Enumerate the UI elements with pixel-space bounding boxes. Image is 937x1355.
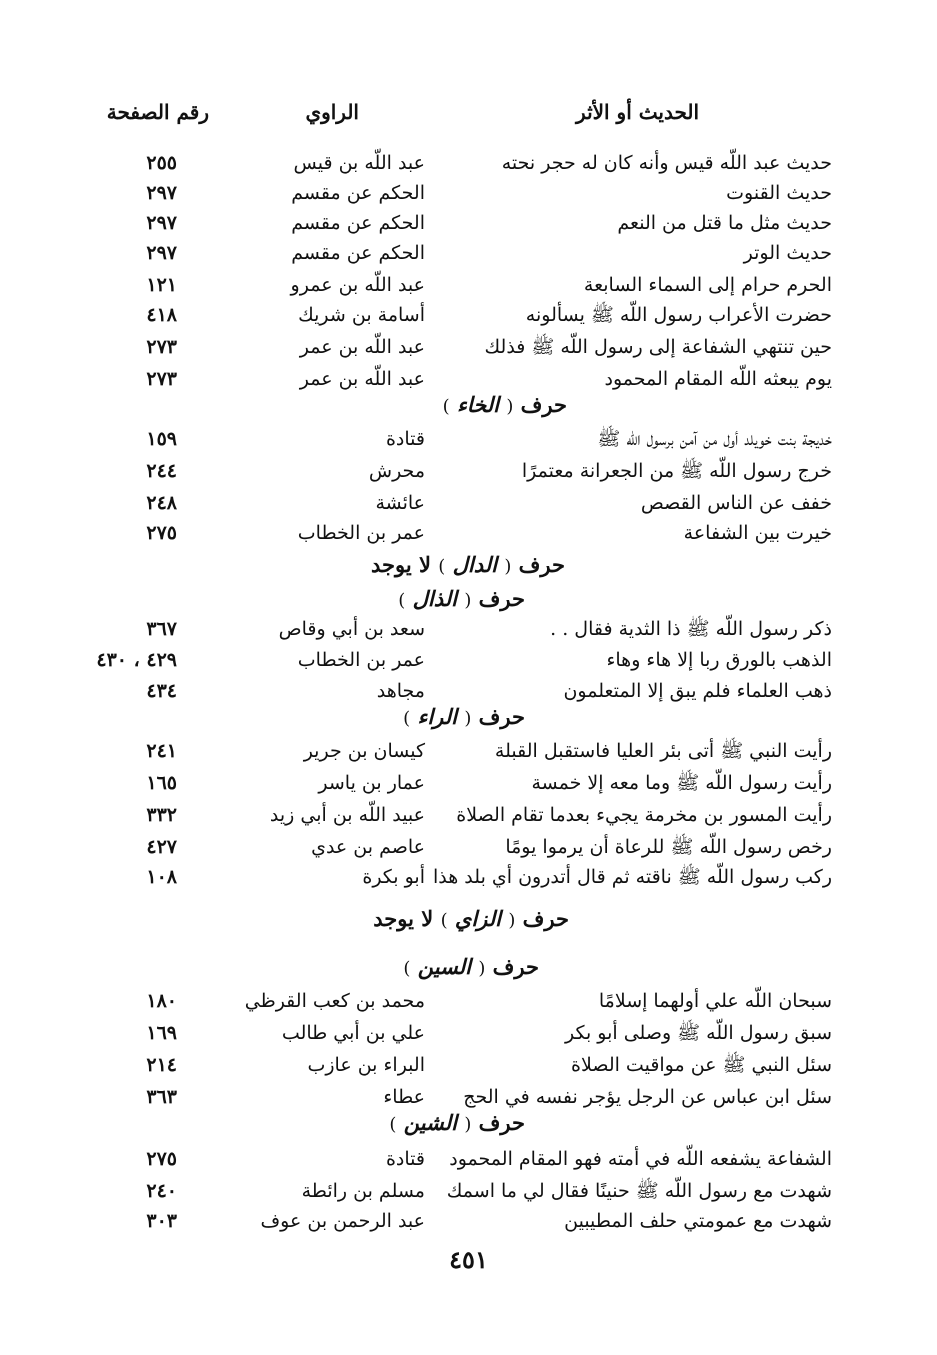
- hadith-text: شهدت مع رسول اللّه ﷺ حنينًا فقال لي ما اسمك: [446, 1180, 832, 1202]
- hadith-text: يوم يبعثه اللّه المقام المحمود: [604, 368, 832, 390]
- hadith-text: حديث مثل ما قتل من النعم: [617, 212, 832, 234]
- page-number: ١٠٨: [146, 866, 177, 888]
- column-header-page: رقم الصفحة: [106, 100, 209, 124]
- hadith-text: رخص رسول اللّه ﷺ للرعاة أن يرموا يومًا: [505, 836, 832, 858]
- page-number: ٢٧٥: [146, 1148, 177, 1170]
- narrator: عبيد اللّه بن أبي زيد: [269, 804, 425, 826]
- index-row: [0, 148, 937, 178]
- hadith-text: سئل النبي ﷺ عن مواقيت الصلاة: [571, 1054, 832, 1076]
- page-number: ٤١٨: [146, 304, 177, 326]
- narrator: البراء بن عازب: [307, 1054, 425, 1076]
- index-row: [0, 800, 937, 830]
- index-row: [0, 364, 937, 394]
- narrator: الحكم عن مقسم: [291, 182, 425, 204]
- index-row: [0, 1050, 937, 1080]
- hadith-text: حين تنتهي الشفاعة إلى رسول اللّه ﷺ فذلك: [484, 336, 832, 358]
- index-row: [0, 424, 937, 454]
- index-row: [0, 238, 937, 268]
- narrator: قتادة: [385, 428, 425, 450]
- narrator: عمر بن الخطاب: [297, 522, 425, 544]
- page-number: ٢٤٤: [146, 460, 177, 482]
- index-row: [0, 986, 937, 1016]
- index-row: [0, 1206, 937, 1236]
- hadith-text: حديث عبد اللّه قيس وأنه كان له حجر نحته: [501, 152, 832, 174]
- page-number: ١٢١: [146, 274, 177, 296]
- narrator: مسلم بن رائطة: [301, 1180, 425, 1202]
- index-row: [0, 208, 937, 238]
- page-number: ٢٥٥: [146, 152, 177, 174]
- section-heading-zay: حرف ( الزاي ) لا يوجد: [373, 906, 569, 931]
- index-row: [0, 768, 937, 798]
- index-row: [0, 736, 937, 766]
- index-row: [0, 1144, 937, 1174]
- narrator: عبد اللّه بن عمر: [299, 336, 425, 358]
- column-header-hadith: الحديث أو الأثر: [576, 100, 699, 124]
- index-row: [0, 676, 937, 706]
- page-number: ٢٩٧: [146, 242, 177, 264]
- section-heading-shin: حرف ( الشين ): [389, 1110, 525, 1135]
- page-number: ١٨٠: [146, 990, 177, 1012]
- index-row: [0, 332, 937, 362]
- narrator: عائشة: [375, 492, 425, 514]
- hadith-text: الذهب بالورق ربا إلا هاء وهاء: [606, 649, 832, 671]
- index-row: [0, 1082, 937, 1112]
- section-heading-dhal: حرف ( الذال ): [398, 586, 525, 611]
- index-row: [0, 1176, 937, 1206]
- page-number: ٢٧٣: [146, 368, 177, 390]
- page-number: ١٥٩: [146, 428, 177, 450]
- narrator: محمد بن كعب القرظي: [244, 990, 425, 1012]
- hadith-text: سبق رسول اللّه ﷺ وصلى أبو بكر: [564, 1022, 832, 1044]
- hadith-text: رأيت رسول اللّه ﷺ وما معه إلا خمسة: [531, 772, 832, 794]
- section-heading-ra: حرف ( الراء ): [403, 704, 525, 729]
- index-row: [0, 862, 937, 892]
- section-heading-dal: حرف ( الدال ) لا يوجد: [370, 552, 565, 577]
- hadith-text: ركب رسول اللّه ﷺ ناقته ثم قال أتدرون أي بلد هذا: [433, 866, 832, 888]
- narrator: عبد اللّه بن قيس: [293, 152, 425, 174]
- page-number: ٤٣٤: [146, 680, 177, 702]
- hadith-text: سئل ابن عباس عن الرجل يؤجر نفسه في الحج: [463, 1086, 832, 1108]
- narrator: عاصم بن عدي: [311, 836, 425, 858]
- page-number: ١٦٥: [146, 772, 177, 794]
- hadith-text: ذكر رسول اللّه ﷺ ذا الثدية فقال . .: [550, 618, 832, 640]
- hadith-text: رأيت المسور بن مخرمة يجيء بعدما تقام الصلاة: [456, 804, 832, 826]
- narrator: الحكم عن مقسم: [291, 242, 425, 264]
- narrator: عبد اللّه بن عمرو: [290, 274, 425, 296]
- hadith-text: خيرت بين الشفاعة: [683, 522, 832, 544]
- index-row: [0, 300, 937, 330]
- narrator: عمار بن ياسر: [318, 772, 425, 794]
- page-footer-number: ٤٥١: [449, 1245, 488, 1274]
- narrator: الحكم عن مقسم: [291, 212, 425, 234]
- section-heading-kha: حرف ( الخاء ): [442, 392, 567, 417]
- narrator: كيسان بن جرير: [303, 740, 425, 762]
- hadith-text: الحرم حرام إلى السماء السابعة: [583, 274, 832, 296]
- narrator: محرش: [368, 460, 425, 482]
- index-row: [0, 1018, 937, 1048]
- narrator: قتادة: [385, 1148, 425, 1170]
- hadith-text: الشفاعة يشفعه اللّه في أمته فهو المقام المحمود: [449, 1148, 832, 1170]
- page-number: ٢٩٧: [146, 182, 177, 204]
- page-number: ٣٦٣: [146, 1086, 177, 1108]
- narrator: عبد الرحمن بن عوف: [260, 1210, 425, 1232]
- hadith-text: شهدت مع عمومتي حلف المطيبين: [564, 1210, 832, 1232]
- page-number: ٢٧٣: [146, 336, 177, 358]
- hadith-text: خديجة بنت خويلد أول من آمن برسول اللّه ﷺ: [597, 428, 832, 450]
- page-number: ٢٧٥: [146, 522, 177, 544]
- hadith-text: سبحان اللّه علي أولهما إسلامًا: [598, 990, 832, 1012]
- page-number: ١٦٩: [146, 1022, 177, 1044]
- page-number: ٢٤٠: [146, 1180, 177, 1202]
- page-number: ٤٢٧: [146, 836, 177, 858]
- narrator: سعد بن أبي وقاص: [278, 618, 425, 640]
- index-row: [0, 270, 937, 300]
- narrator: مجاهد: [376, 680, 425, 702]
- narrator: أبو بكرة: [362, 866, 425, 888]
- page-number: ٢٤٨: [146, 492, 177, 514]
- hadith-text: ذهب العلماء فلم يبق إلا المتعلمون: [563, 680, 832, 702]
- narrator: عمر بن الخطاب: [297, 649, 425, 671]
- column-header-rawi: الراوي: [305, 100, 359, 124]
- page-number: ٣٣٢: [146, 804, 177, 826]
- index-row: [0, 456, 937, 486]
- index-row: [0, 178, 937, 208]
- section-heading-sin: حرف ( السين ): [403, 954, 539, 979]
- narrator: عبد اللّه بن عمر: [299, 368, 425, 390]
- index-row: [0, 488, 937, 518]
- index-row: [0, 518, 937, 548]
- page-number: ٢١٤: [146, 1054, 177, 1076]
- page-number: ٣٦٧: [146, 618, 177, 640]
- page-number: ٤٢٩ ، ٤٣٠: [96, 649, 177, 671]
- page-number: ٢٤١: [146, 740, 177, 762]
- hadith-text: حديث الوتر: [743, 242, 832, 264]
- page-number: ٢٩٧: [146, 212, 177, 234]
- hadith-text: حضرت الأعراب رسول اللّه ﷺ يسألونه: [525, 304, 832, 326]
- index-row: [0, 645, 937, 675]
- page-number: ٣٠٣: [146, 1210, 177, 1232]
- index-row: [0, 614, 937, 644]
- hadith-text: حديث القنوت: [726, 182, 832, 204]
- narrator: أسامة بن شريك: [298, 304, 425, 326]
- narrator: علي بن أبي طالب: [281, 1022, 425, 1044]
- hadith-text: رأيت النبي ﷺ أتى بئر العليا فاستقبل القبلة: [494, 740, 832, 762]
- hadith-text: خفف عن الناس القصص: [640, 492, 832, 514]
- hadith-text: خرج رسول اللّه ﷺ من الجعرانة معتمرًا: [521, 460, 832, 482]
- index-row: [0, 832, 937, 862]
- narrator: عطاء: [383, 1086, 425, 1108]
